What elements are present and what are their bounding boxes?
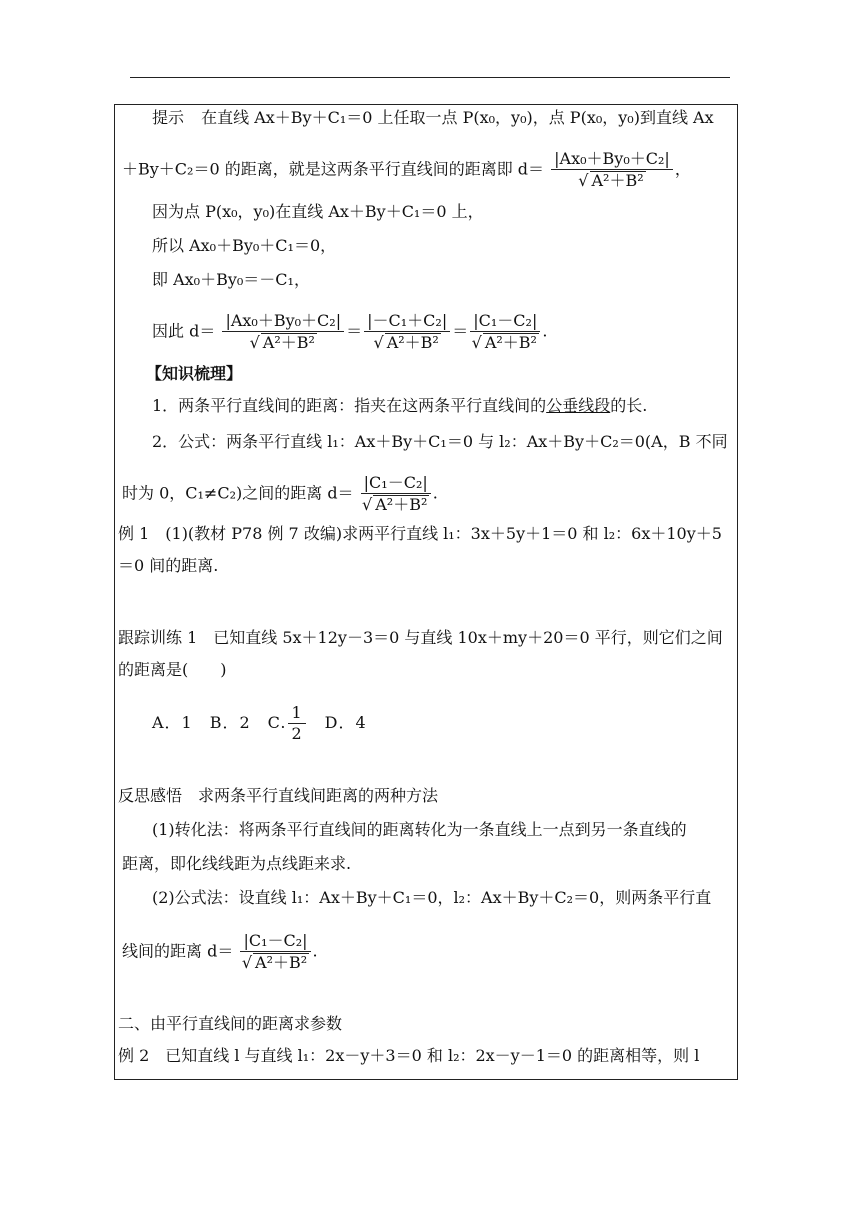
distance-fraction-3: [364, 312, 450, 352]
reflection-method-1-line-1: (1)转化法：将两条平行直线间的距离转化为一条直线上一点到另一条直线的: [152, 820, 687, 839]
knowledge-heading: 【知识梳理】: [146, 364, 243, 383]
distance-fraction-2: [222, 312, 344, 352]
hint-line-4: 所以 Ax₀＋By₀＋C₁＝0，: [152, 236, 337, 255]
item1-prefix: 1．两条平行直线间的距离：指夹在这两条平行直线间的: [152, 396, 547, 415]
fraction-denominator: √ A²＋B²: [373, 333, 439, 352]
fraction-numerator: |C₁－C₂|: [470, 312, 540, 332]
formula-fraction: [240, 932, 310, 972]
reflection-title: 反思感悟 求两条平行直线间距离的两种方法: [118, 786, 439, 805]
training-1-options: [152, 704, 367, 743]
training-1-line-2: 的距离是( ): [118, 660, 227, 679]
hint-label: 提示: [152, 108, 185, 127]
m2-period: .: [312, 941, 318, 961]
fraction-numerator: |C₁－C₂|: [361, 474, 431, 494]
example-1-line-1: 例 1 (1)(教材 P78 例 7 改编)求两平行直线 l₁：3x＋5y＋1＝0 和 l₂：6x＋10y＋5: [118, 524, 722, 543]
fraction-denominator: √ A²＋B²: [471, 333, 537, 352]
hint-line-6: 因此 d＝ $\frac{\text{|Ax₀＋By₀＋C₂|}}{\text{√ A²＋B²}}$ ＝ $\frac{\text{|－C₁＋C₂|}}{\text{√ A²＋B²}}$ ＝ $\frac{\text{|C₁－C₂|}}{\text{√ A²＋B²}}$ .: [152, 311, 548, 352]
distance-fraction-4: [470, 312, 540, 352]
header-rule: [130, 77, 730, 78]
fraction-numerator: |Ax₀＋By₀＋C₂|: [222, 312, 344, 332]
item1-term: 公垂线段: [546, 396, 611, 415]
fraction-numerator: |C₁－C₂|: [240, 932, 310, 952]
fraction-numerator: |－C₁＋C₂|: [364, 312, 450, 332]
example-1-line-2: ＝0 间的距离.: [118, 556, 219, 575]
option-c-fraction: [288, 704, 305, 743]
knowledge-item-2-line-2: 时为 0，C₁≠C₂)之间的距离 d＝ $\frac{\text{|C₁－C₂|}}{\text{√ A²＋B²}}$ .: [122, 473, 438, 514]
hint-line-3: 因为点 P(x₀，y₀)在直线 Ax＋By＋C₁＝0 上，: [152, 202, 484, 221]
reflection-method-2-line-1: (2)公式法：设直线 l₁：Ax＋By＋C₁＝0，l₂：Ax＋By＋C₂＝0，则两条平行直: [152, 888, 712, 907]
section-2-heading: 二、由平行直线间的距离求参数: [118, 1014, 343, 1033]
reflection-method-1-line-2: 距离，即化线线距为点线距来求.: [122, 854, 352, 873]
example-2-line-1: 例 2 已知直线 l 与直线 l₁：2x－y＋3＝0 和 l₂：2x－y－1＝0 的距离相等，则 l: [118, 1046, 700, 1065]
hint-line-5: 即 Ax₀＋By₀＝－C₁，: [152, 270, 310, 289]
knowledge-item-1: [152, 396, 647, 416]
item2-prefix: 时为 0，C₁≠C₂)之间的距离 d＝: [122, 483, 354, 503]
options-suffix: D．4: [307, 713, 367, 732]
m2-prefix: 线间的距离 d＝: [122, 941, 234, 961]
fraction-denominator: 2: [291, 724, 303, 743]
distance-formula-fraction: [361, 474, 431, 514]
fraction-denominator: √ A²＋B²: [249, 333, 315, 352]
hint-line-1: [152, 108, 714, 128]
options-prefix: A．1 B．2 C.: [152, 713, 287, 732]
knowledge-item-2-line-1: 2．公式：两条平行直线 l₁：Ax＋By＋C₁＝0 与 l₂：Ax＋By＋C₂＝0(A，B 不同: [152, 432, 728, 451]
training-1-line-1: 跟踪训练 1 已知直线 5x＋12y－3＝0 与直线 10x＋my＋20＝0 平行，则它们之间: [118, 628, 723, 647]
fraction-denominator: √ A²＋B²: [241, 953, 308, 972]
distance-fraction-1: [551, 150, 673, 190]
hint-comma: ，: [674, 159, 691, 179]
fraction-denominator: √ A²＋B²: [362, 495, 428, 514]
fraction-numerator: 1: [288, 704, 305, 724]
fraction-numerator: |Ax₀＋By₀＋C₂|: [551, 150, 673, 170]
item1-suffix: 的长.: [610, 396, 648, 415]
hint-line-6-prefix: 因此 d＝: [152, 321, 216, 341]
hint-text-2: ＋By＋C₂＝0 的距离，就是这两条平行直线间的距离即 d＝: [122, 159, 545, 179]
fraction-denominator: √ A²＋B²: [578, 171, 644, 190]
hint-period: .: [542, 321, 548, 341]
reflection-method-2-line-2: [122, 932, 318, 972]
hint-text-1: 在直线 Ax＋By＋C₁＝0 上任取一点 P(x₀，y₀)，点 P(x₀，y₀)到直线 Ax: [201, 108, 714, 127]
hint-line-2: [122, 150, 691, 190]
